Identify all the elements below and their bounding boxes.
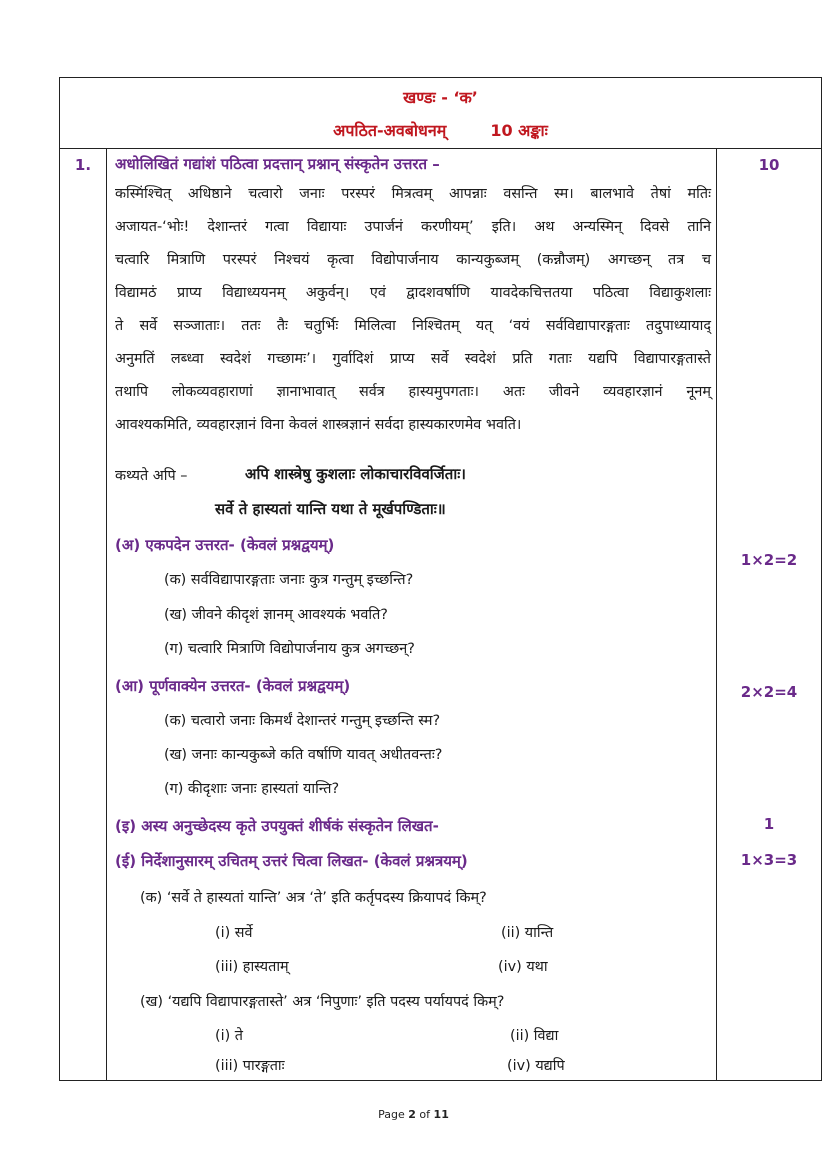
question-item: (ख) जनाः कान्यकुब्जे कति वर्षाणि यावत् अधीतवन्तः? — [164, 747, 443, 763]
mcq-option: (ii) यान्ति — [501, 925, 554, 941]
part-d-marks: 1×3=3 — [740, 851, 798, 869]
footer-prefix: Page — [378, 1108, 409, 1121]
part-d-heading: (ई) निर्देशानुसारम् उचितम् उत्तरं चित्वा लिखत- (केवलं प्रश्नत्रयम्) — [115, 852, 468, 870]
mcq-option: (iv) यथा — [498, 959, 548, 975]
question-item: (ग) चत्वारि मित्राणि विद्योपार्जनाय कुत्र अगच्छन्? — [164, 641, 415, 657]
section-header — [60, 78, 821, 149]
passage-line: तथापि लोकव्यवहाराणां ज्ञानाभावात् सर्वत्र हास्यमुपगताः। अतः जीवने व्यवहारज्ञानं नूनम् — [115, 384, 711, 400]
mcq-option: (iii) हास्यताम् — [215, 959, 289, 975]
footer-total: 11 — [433, 1108, 449, 1121]
part-c-marks: 1 — [763, 815, 775, 833]
column-divider — [716, 148, 717, 1080]
section-marks: 10 अङ्काः — [490, 121, 548, 140]
mcq-option: (iv) यद्यपि — [507, 1058, 565, 1074]
passage-line: आवश्यकमिति, व्यवहारज्ञानं विना केवलं शास्त्रज्ञानं सर्वदा हास्यकारणमेव भवति। — [115, 417, 522, 433]
section-label: खण्डः - ‘क’ — [403, 88, 478, 107]
passage-line: अजायत-‘भोः! देशान्तरं गत्वा विद्यायाः उपार्जनं करणीयम्’ इति। अथ अन्यस्मिन् दिवसे तानि — [115, 219, 711, 235]
mcq-option: (i) सर्वे — [215, 925, 253, 941]
mcq-option: (ii) विद्या — [510, 1028, 559, 1044]
section-title-line — [60, 119, 821, 141]
page-footer — [0, 1108, 827, 1121]
passage-line: अनुमतिं लब्ध्वा स्वदेशं गच्छामः’। गुर्वादिशं प्राप्य सर्वे स्वदेशं प्रति गताः यद्यपि विद्यापारङ्गतास्ते — [115, 351, 711, 367]
instruction: अधोलिखितं गद्यांशं पठित्वा प्रदत्तान् प्रश्नान् संस्कृतेन उत्तरत – — [115, 155, 440, 173]
footer-page: 2 — [408, 1108, 416, 1121]
passage-line: कस्मिंश्चित् अधिष्ठाने चत्वारो जनाः परस्परं मित्रत्वम् आपन्नाः वसन्ति स्म। बालभावे तेषां मतिः — [115, 186, 711, 202]
part-a-marks: 1×2=2 — [740, 551, 798, 569]
footer-middle: of — [415, 1108, 434, 1121]
part-c-heading: (इ) अस्य अनुच्छेदस्य कृते उपयुक्तं शीर्षकं संस्कृतेन लिखत- — [115, 817, 439, 835]
passage-line: ते सर्वे सञ्जाताः। ततः तैः चतुर्भिः मिलित्वा निश्चितम् यत् ‘वयं सर्वविद्यापारङ्गताः तदुपाध्यायाद् — [115, 318, 711, 334]
part-b-heading: (आ) पूर्णवाक्येन उत्तरत- (केवलं प्रश्नद्वयम्) — [115, 677, 351, 695]
mcq-question: (क) ‘सर्वे ते हास्यतां यान्ति’ अत्र ‘ते’ इति कर्तृपदस्य क्रियापदं किम्? — [140, 890, 487, 906]
question-sheet — [59, 77, 822, 1081]
mcq-option: (iii) पारङ्गताः — [215, 1058, 285, 1074]
verse-line: सर्वे ते हास्यतां यान्ति यथा ते मूर्खपण्डिताः॥ — [215, 500, 446, 518]
part-a-heading: (अ) एकपदेन उत्तरत- (केवलं प्रश्नद्वयम्) — [115, 536, 335, 554]
passage-line: चत्वारि मित्राणि परस्परं निश्चयं कृत्वा विद्योपार्जनाय कान्यकुब्जम् (कन्नौजम्) अगच्छन् तत्र च — [115, 252, 711, 268]
mcq-question: (ख) ‘यद्यपि विद्यापारङ्गतास्ते’ अत्र ‘निपुणाः’ इति पदस्य पर्यायपदं किम्? — [140, 994, 505, 1010]
question-marks: 10 — [758, 156, 780, 174]
verse-line: अपि शास्त्रेषु कुशलाः लोकाचारविवर्जिताः। — [245, 465, 466, 483]
section-title: अपठित-अवबोधनम् — [333, 121, 447, 140]
mcq-option: (i) ते — [215, 1028, 244, 1044]
passage — [115, 178, 711, 442]
question-item: (क) सर्वविद्यापारङ्गताः जनाः कुत्र गन्तुम् इच्छन्ति? — [164, 572, 414, 588]
question-item: (ग) कीदृशाः जनाः हास्यतां यान्ति? — [164, 781, 340, 797]
column-divider — [106, 148, 107, 1080]
part-b-marks: 2×2=4 — [740, 683, 798, 701]
passage-line: विद्यामठं प्राप्य विद्याध्ययनम् अकुर्वन्। एवं द्वादशवर्षाणि यावदेकचित्ततया पठित्वा विद्याकुशलाः — [115, 285, 711, 301]
question-item: (क) चत्वारो जनाः किमर्थं देशान्तरं गन्तुम् इच्छन्ति स्म? — [164, 713, 441, 729]
question-number: 1. — [74, 156, 92, 174]
question-item: (ख) जीवने कीदृशं ज्ञानम् आवश्यकं भवति? — [164, 607, 388, 623]
quote-intro: कथ्यते अपि – — [115, 468, 188, 484]
